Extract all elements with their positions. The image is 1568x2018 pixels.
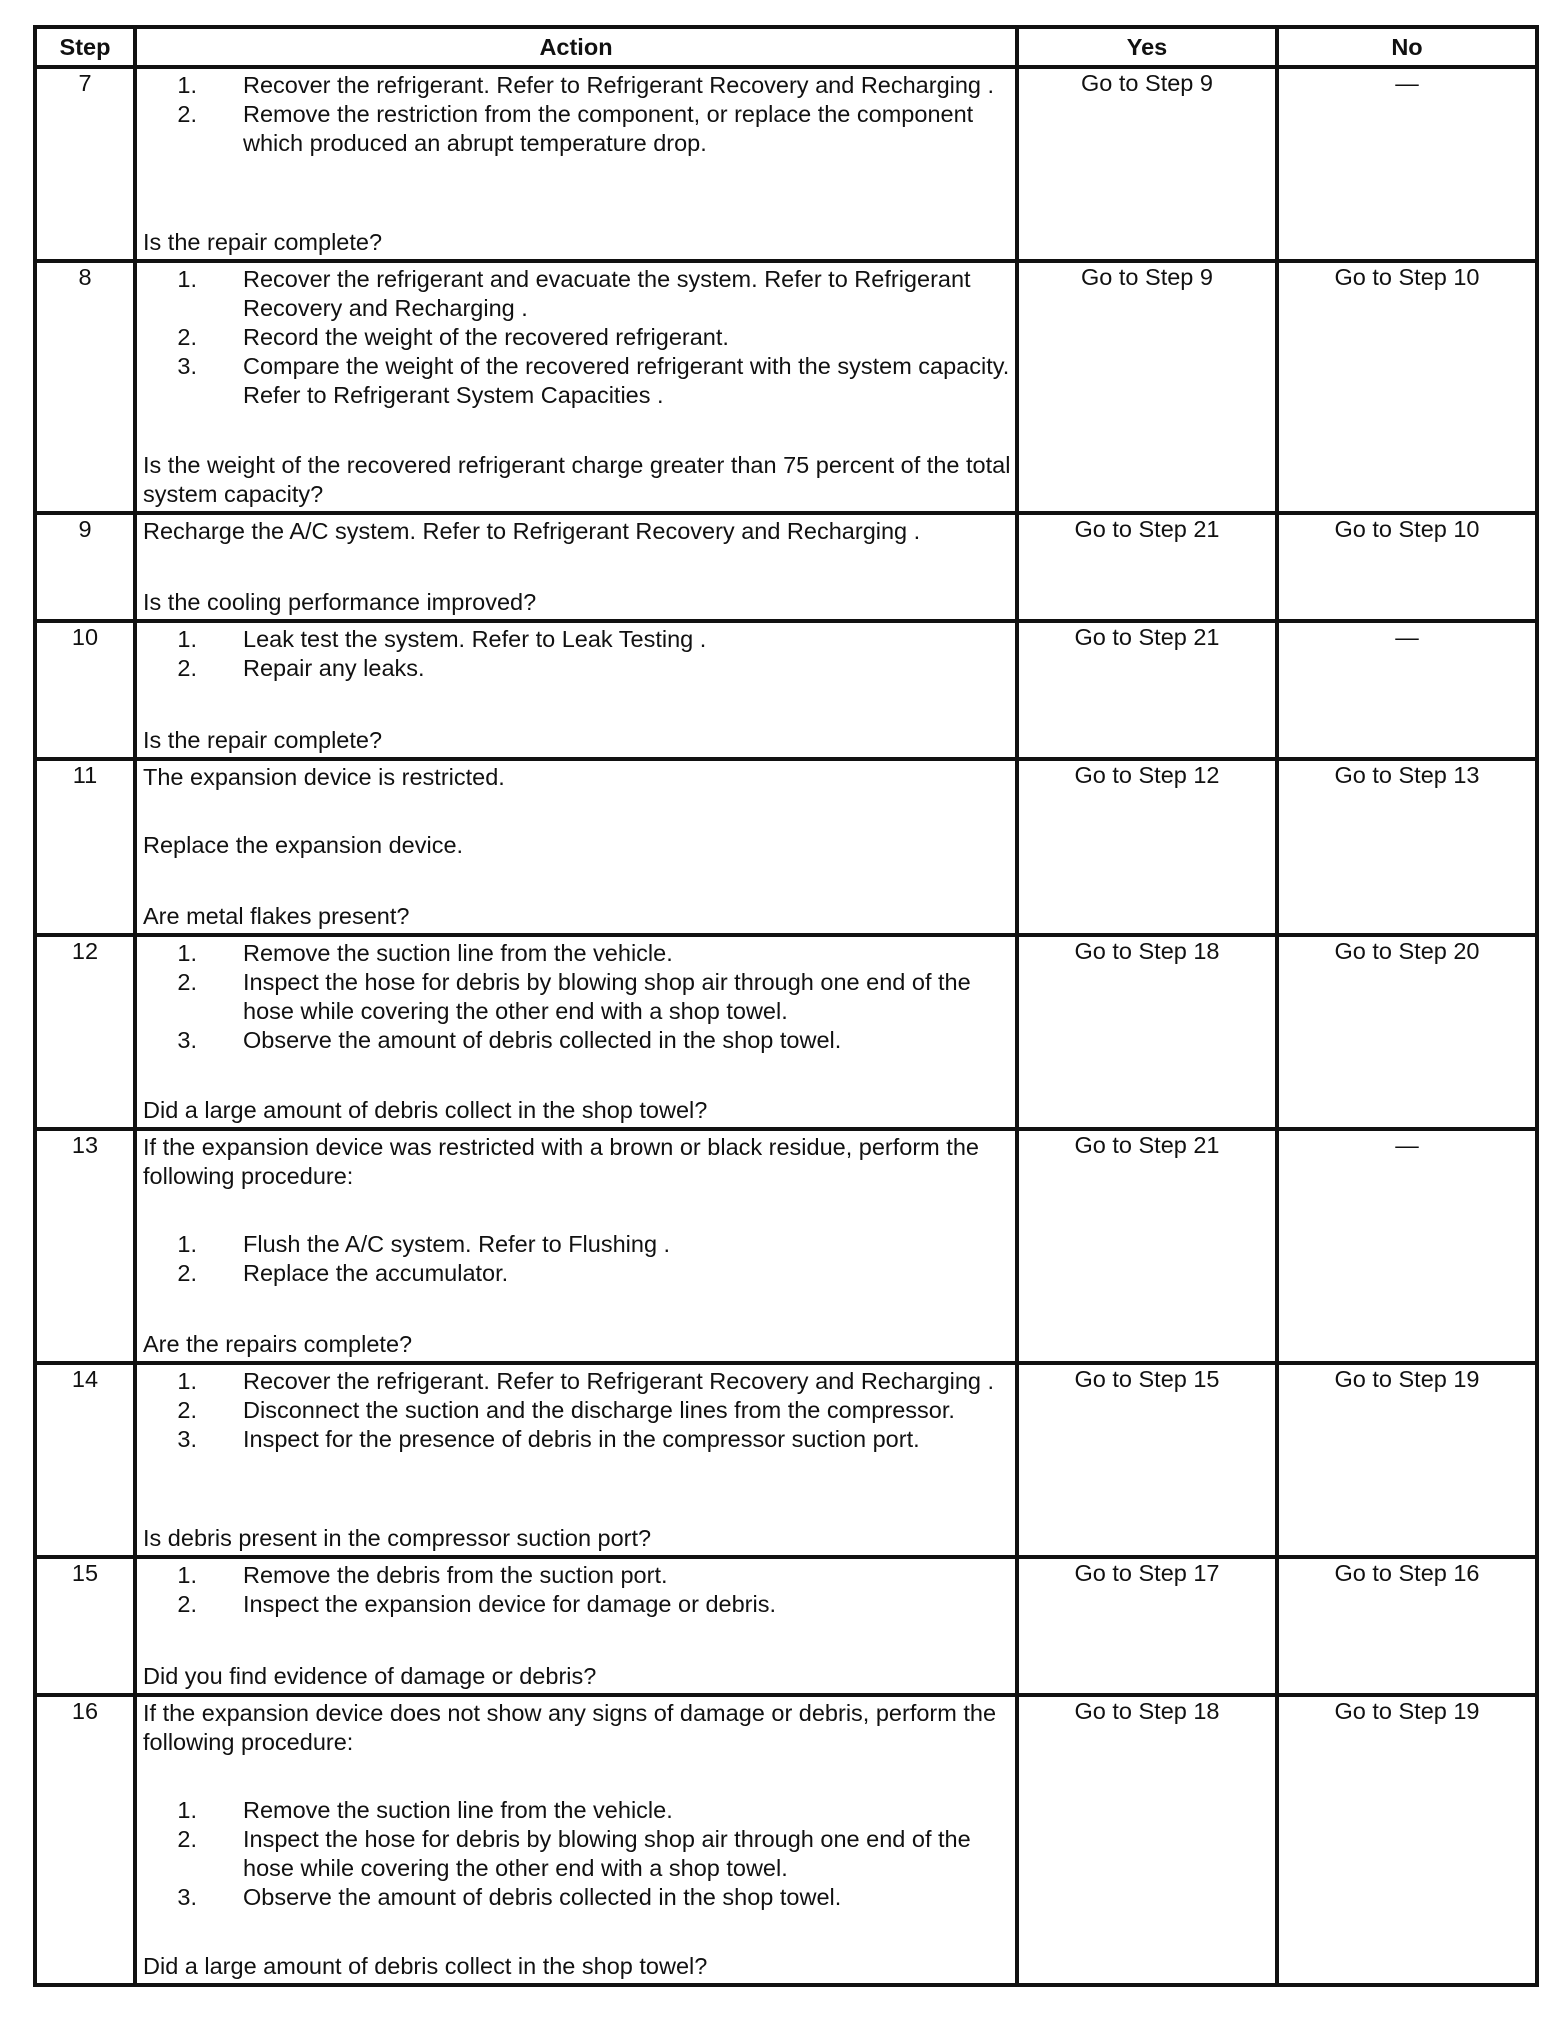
list-item: [143, 100, 1011, 158]
list-item: [143, 323, 1011, 352]
list-item: [143, 352, 1011, 410]
action-question: Is the repair complete?: [143, 727, 383, 753]
action-steps-list: [143, 265, 1011, 410]
list-item-text: Replace the accumulator.: [243, 1260, 509, 1286]
list-item-text: Recover the refrigerant. Refer to Refrigerant Recovery and Recharging .: [243, 72, 995, 98]
list-item-number: 3.: [177, 1027, 197, 1053]
action-cell: [135, 935, 1017, 1129]
list-item-number: 3.: [177, 353, 197, 379]
step-number: 7: [35, 67, 135, 261]
list-item-number: 1.: [177, 1797, 197, 1823]
action-question: Did you find evidence of damage or debris?: [143, 1663, 597, 1689]
action-question: Is the repair complete?: [143, 229, 383, 255]
list-item-number: 2.: [177, 101, 197, 127]
action-question: Did a large amount of debris collect in the shop towel?: [143, 1097, 708, 1123]
step-number: 11: [35, 759, 135, 935]
list-item: [143, 1367, 1011, 1396]
list-item: [143, 1396, 1011, 1425]
list-item-number: 2.: [177, 1591, 197, 1617]
action-cell: [135, 1695, 1017, 1985]
list-item-text: Repair any leaks.: [243, 655, 425, 681]
no-result: Go to Step 10: [1277, 513, 1537, 621]
action-question: Is debris present in the compressor suction port?: [143, 1525, 652, 1551]
list-item: [143, 625, 1011, 654]
list-item-number: 2.: [177, 1397, 197, 1423]
list-item-number: 1.: [177, 1231, 197, 1257]
table-row: [35, 1363, 1537, 1557]
list-item-text: Inspect the hose for debris by blowing shop air through one end of the hose while covering the other end with a shop towel.: [243, 969, 971, 1024]
action-cell: [135, 621, 1017, 759]
action-cell: [135, 1129, 1017, 1363]
no-result: Go to Step 19: [1277, 1363, 1537, 1557]
yes-result: Go to Step 17: [1017, 1557, 1277, 1695]
step-number: 15: [35, 1557, 135, 1695]
list-item: [143, 968, 1011, 1026]
table-row: [35, 935, 1537, 1129]
list-item-number: 2.: [177, 324, 197, 350]
no-result: —: [1277, 1129, 1537, 1363]
action-intro: If the expansion device does not show any signs of damage or debris, perform the following procedure:: [143, 1700, 997, 1755]
action-intro: If the expansion device was restricted with a brown or black residue, perform the following procedure:: [143, 1134, 979, 1189]
no-result: —: [1277, 67, 1537, 261]
list-item-number: 1.: [177, 626, 197, 652]
no-result: Go to Step 20: [1277, 935, 1537, 1129]
list-item-text: Compare the weight of the recovered refrigerant with the system capacity. Refer to Refrigerant System Capacities .: [243, 353, 1010, 408]
action-question: Are the repairs complete?: [143, 1331, 413, 1357]
list-item-text: Flush the A/C system. Refer to Flushing .: [243, 1231, 671, 1257]
list-item-text: Recover the refrigerant. Refer to Refrigerant Recovery and Recharging .: [243, 1368, 995, 1394]
no-result: —: [1277, 621, 1537, 759]
table-row: [35, 67, 1537, 261]
list-item-text: Remove the debris from the suction port.: [243, 1562, 668, 1588]
step-number: 13: [35, 1129, 135, 1363]
action-instruction: Replace the expansion device.: [143, 832, 464, 858]
list-item-number: 3.: [177, 1426, 197, 1452]
list-item-number: 1.: [177, 1368, 197, 1394]
list-item: [143, 1883, 1011, 1912]
list-item-text: Record the weight of the recovered refrigerant.: [243, 324, 729, 350]
yes-result: Go to Step 12: [1017, 759, 1277, 935]
table-row: [35, 1129, 1537, 1363]
yes-result: Go to Step 21: [1017, 1129, 1277, 1363]
list-item-number: 2.: [177, 1260, 197, 1286]
table-row: [35, 1557, 1537, 1695]
action-cell: [135, 261, 1017, 513]
action-steps-list: [143, 939, 1011, 1055]
list-item-number: 2.: [177, 1826, 197, 1852]
step-number: 10: [35, 621, 135, 759]
action-question: Did a large amount of debris collect in the shop towel?: [143, 1953, 708, 1979]
header-step: Step: [35, 27, 135, 67]
yes-result: Go to Step 9: [1017, 261, 1277, 513]
list-item: [143, 1425, 1011, 1454]
action-steps-list: [143, 1230, 1011, 1288]
action-intro: Recharge the A/C system. Refer to Refrigerant Recovery and Recharging .: [143, 518, 921, 544]
list-item-text: Inspect the hose for debris by blowing shop air through one end of the hose while covering the other end with a shop towel.: [243, 1826, 971, 1881]
action-question: Is the cooling performance improved?: [143, 589, 537, 615]
action-steps-list: [143, 1367, 1011, 1454]
list-item-text: Inspect for the presence of debris in the compressor suction port.: [243, 1426, 920, 1452]
list-item-number: 1.: [177, 940, 197, 966]
list-item-number: 3.: [177, 1884, 197, 1910]
list-item-text: Observe the amount of debris collected in the shop towel.: [243, 1027, 842, 1053]
list-item: [143, 1026, 1011, 1055]
action-cell: [135, 513, 1017, 621]
header-action: Action: [135, 27, 1017, 67]
list-item: [143, 1230, 1011, 1259]
table-row: [35, 513, 1537, 621]
list-item-text: Inspect the expansion device for damage or debris.: [243, 1591, 776, 1617]
yes-result: Go to Step 21: [1017, 621, 1277, 759]
list-item-text: Remove the suction line from the vehicle.: [243, 1797, 673, 1823]
list-item: [143, 1825, 1011, 1883]
list-item-number: 1.: [177, 72, 197, 98]
no-result: Go to Step 13: [1277, 759, 1537, 935]
step-number: 12: [35, 935, 135, 1129]
step-number: 16: [35, 1695, 135, 1985]
yes-result: Go to Step 21: [1017, 513, 1277, 621]
action-cell: [135, 1557, 1017, 1695]
action-question: Is the weight of the recovered refrigerant charge greater than 75 percent of the total system capacity?: [143, 452, 1011, 507]
list-item: [143, 1561, 1011, 1590]
action-steps-list: [143, 71, 1011, 158]
header-yes: Yes: [1017, 27, 1277, 67]
list-item: [143, 1259, 1011, 1288]
list-item: [143, 939, 1011, 968]
table-row: [35, 759, 1537, 935]
list-item: [143, 265, 1011, 323]
action-question: Are metal flakes present?: [143, 903, 410, 929]
action-cell: [135, 759, 1017, 935]
list-item: [143, 654, 1011, 683]
yes-result: Go to Step 18: [1017, 1695, 1277, 1985]
yes-result: Go to Step 15: [1017, 1363, 1277, 1557]
list-item: [143, 71, 1011, 100]
diagnostic-table: [33, 25, 1539, 1987]
action-steps-list: [143, 625, 1011, 683]
list-item-number: 1.: [177, 266, 197, 292]
no-result: Go to Step 10: [1277, 261, 1537, 513]
yes-result: Go to Step 9: [1017, 67, 1277, 261]
yes-result: Go to Step 18: [1017, 935, 1277, 1129]
list-item: [143, 1590, 1011, 1619]
no-result: Go to Step 16: [1277, 1557, 1537, 1695]
no-result: Go to Step 19: [1277, 1695, 1537, 1985]
list-item-number: 2.: [177, 969, 197, 995]
list-item-number: 2.: [177, 655, 197, 681]
list-item-text: Remove the restriction from the component, or replace the component which produced an abrupt temperature drop.: [243, 101, 974, 156]
list-item-text: Observe the amount of debris collected in the shop towel.: [243, 1884, 842, 1910]
action-cell: [135, 67, 1017, 261]
header-no: No: [1277, 27, 1537, 67]
header-row: [35, 27, 1537, 67]
table-row: [35, 1695, 1537, 1985]
action-cell: [135, 1363, 1017, 1557]
table-row: [35, 261, 1537, 513]
list-item: [143, 1796, 1011, 1825]
list-item-text: Recover the refrigerant and evacuate the system. Refer to Refrigerant Recovery and Recharging .: [243, 266, 971, 321]
step-number: 8: [35, 261, 135, 513]
step-number: 9: [35, 513, 135, 621]
action-steps-list: [143, 1796, 1011, 1912]
table-row: [35, 621, 1537, 759]
list-item-text: Leak test the system. Refer to Leak Testing .: [243, 626, 707, 652]
action-intro: The expansion device is restricted.: [143, 764, 505, 790]
action-steps-list: [143, 1561, 1011, 1619]
step-number: 14: [35, 1363, 135, 1557]
list-item-text: Remove the suction line from the vehicle.: [243, 940, 673, 966]
list-item-number: 1.: [177, 1562, 197, 1588]
list-item-text: Disconnect the suction and the discharge lines from the compressor.: [243, 1397, 955, 1423]
